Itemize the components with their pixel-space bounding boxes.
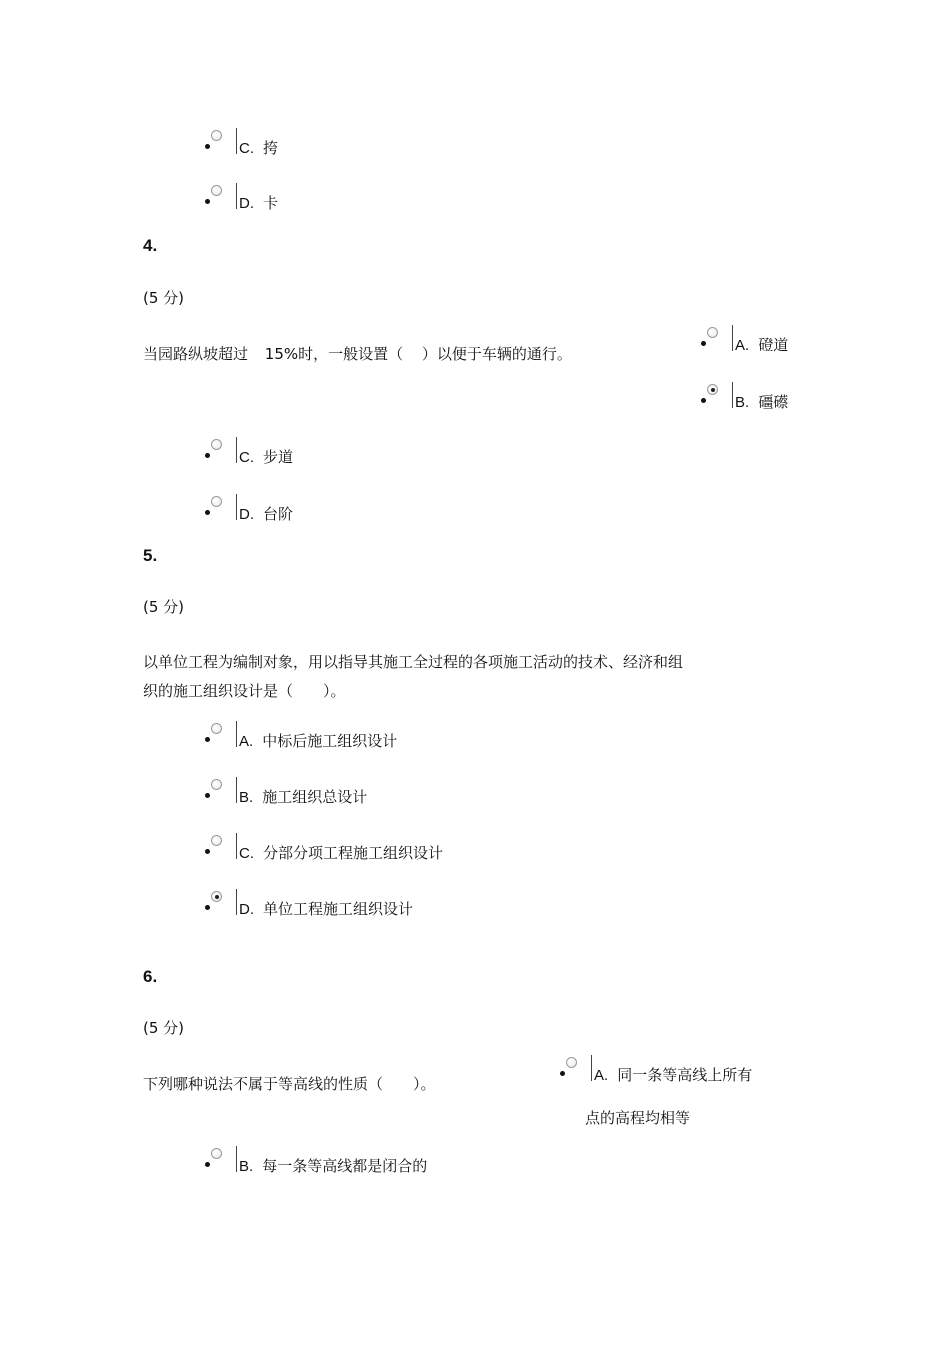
option-divider [236,128,237,154]
bullet-marker-icon [205,199,210,204]
option-divider [236,183,237,209]
bullet-marker-icon [560,1071,565,1076]
option-label: 挎 [263,139,279,157]
question-number-4: 4. [143,236,158,255]
radio-unchecked-icon[interactable] [707,327,718,338]
radio-unchecked-icon[interactable] [211,835,222,846]
option-label: 台阶 [263,505,294,523]
option-letter: B. [239,1158,254,1175]
q6-option-a-label-continued: 点的高程均相等 [585,1109,691,1127]
option-letter: D. [239,506,254,523]
option-label: 卡 [263,194,279,212]
option-divider [236,777,237,803]
bullet-marker-icon [205,849,210,854]
option-divider [236,721,237,747]
question-stem-4 [143,340,572,368]
stem-text: ）以便于车辆的通行。 [421,345,572,363]
radio-button[interactable] [205,437,229,467]
radio-checked-icon[interactable] [707,384,718,395]
question-stem-5-line-1: 以单位工程为编制对象，用以指导其施工全过程的各项施工活动的技术、经济和组 [143,653,684,671]
radio-unchecked-icon[interactable] [211,496,222,507]
question-number-6: 6. [143,967,158,986]
option-label: 步道 [263,448,294,466]
option-divider [236,437,237,463]
stem-text: 当园路纵坡超过 [143,345,249,363]
option-letter: D. [239,901,254,918]
option-letter: A. [239,733,254,750]
radio-button[interactable] [205,494,229,524]
bullet-marker-icon [205,1162,210,1167]
radio-unchecked-icon[interactable] [211,723,222,734]
option-label: 礓礤 [758,393,789,411]
radio-button[interactable] [701,382,725,412]
stem-text: 15%时，一般设置（ [264,345,404,363]
option-divider [236,889,237,915]
radio-button[interactable] [205,183,229,213]
radio-button[interactable] [205,1146,229,1176]
option-label: 分部分项工程施工组织设计 [263,844,444,862]
option-letter: B. [239,789,254,806]
option-divider [236,833,237,859]
option-label: 同一条等高线上所有 [617,1066,753,1084]
option-label: 施工组织总设计 [262,788,368,806]
bullet-marker-icon [701,341,706,346]
option-divider [236,494,237,520]
option-label: 每一条等高线都是闭合的 [262,1157,428,1175]
option-divider [591,1055,592,1081]
radio-unchecked-icon[interactable] [211,185,222,196]
radio-button[interactable] [205,128,229,158]
option-letter: A. [594,1067,609,1084]
bullet-marker-icon [205,453,210,458]
option-letter: D. [239,195,254,212]
question-score-6: (5 分) [143,1019,185,1037]
radio-button[interactable] [205,889,229,919]
question-stem-6: 下列哪种说法不属于等高线的性质（ ）。 [143,1075,436,1093]
radio-button[interactable] [701,325,725,355]
option-label: 单位工程施工组织设计 [263,900,414,918]
radio-unchecked-icon[interactable] [211,779,222,790]
option-letter: A. [735,337,750,354]
option-letter: C. [239,140,254,157]
radio-button[interactable] [205,777,229,807]
radio-button[interactable] [205,721,229,751]
option-divider [236,1146,237,1172]
option-label: 中标后施工组织设计 [262,732,398,750]
option-divider [732,382,733,408]
bullet-marker-icon [205,737,210,742]
radio-unchecked-icon[interactable] [211,439,222,450]
bullet-marker-icon [701,398,706,403]
bullet-marker-icon [205,144,210,149]
bullet-marker-icon [205,510,210,515]
question-score-4: (5 分) [143,289,185,307]
radio-unchecked-icon[interactable] [211,130,222,141]
radio-unchecked-icon[interactable] [211,1148,222,1159]
option-letter: C. [239,845,254,862]
question-stem-5-line-2: 织的施工组织设计是（ ）。 [143,682,346,700]
option-label: 磴道 [758,336,789,354]
option-letter: C. [239,449,254,466]
radio-button[interactable] [205,833,229,863]
bullet-marker-icon [205,793,210,798]
radio-checked-icon[interactable] [211,891,222,902]
bullet-marker-icon [205,905,210,910]
option-letter: B. [735,394,750,411]
radio-unchecked-icon[interactable] [566,1057,577,1068]
radio-button[interactable] [560,1055,584,1085]
option-divider [732,325,733,351]
question-number-5: 5. [143,546,158,565]
question-score-5: (5 分) [143,598,185,616]
